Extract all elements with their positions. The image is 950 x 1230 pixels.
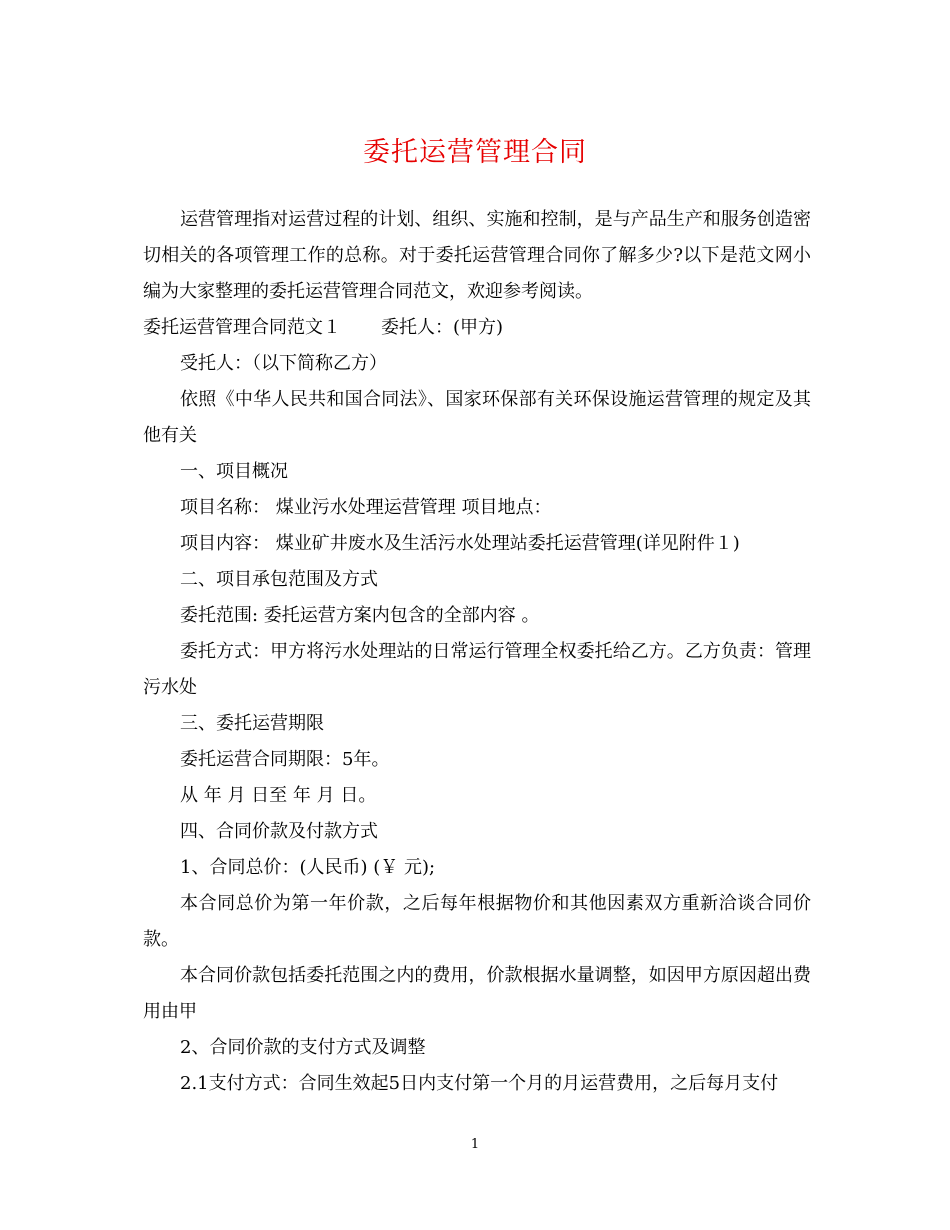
paragraph: 本合同价款包括委托范围之内的费用，价款根据水量调整，如因甲方原因超出费用由甲	[143, 965, 811, 1022]
paragraph: 2、合同价款的支付方式及调整	[180, 1037, 426, 1058]
document-title: 委托运营管理合同	[363, 137, 587, 168]
paragraph: 本合同总价为第一年价款，之后每年根据物价和其他因素双方重新洽谈合同价款。	[143, 893, 811, 950]
paragraph: 委托运营合同期限：5年。	[180, 749, 390, 770]
paragraph: 从 年 月 日至 年 月 日。	[180, 785, 377, 806]
paragraph: 一、项目概况	[180, 461, 288, 482]
intro-paragraph: 运营管理指对运营过程的计划、组织、实施和控制，是与产品生产和服务创造密切相关的各项管理工作的总称。对于委托运营管理合同你了解多少?以下是范文网小编为大家整理的委托运营管理合同范文，欢迎参考阅读。	[143, 209, 811, 302]
page-number: 1	[470, 1137, 480, 1152]
sample-heading: 委托运营管理合同范文１	[143, 317, 341, 338]
paragraph: 二、项目承包范围及方式	[180, 569, 378, 590]
paragraph: 1、合同总价：(人民币) (￥ 元);	[180, 857, 436, 878]
paragraph: 项目内容： 煤业矿井废水及生活污水处理站委托运营管理(详见附件１)	[180, 533, 740, 554]
paragraph: 三、委托运营期限	[180, 713, 324, 734]
paragraph: 委托范围: 委托运营方案内包含的全部内容 。	[180, 605, 540, 626]
paragraph: 依照《中华人民共和国合同法》、国家环保部有关环保设施运营管理的规定及其他有关	[143, 389, 811, 446]
paragraph: 委托方式：甲方将污水处理站的日常运行管理全权委托给乙方。乙方负责：管理污水处	[143, 641, 811, 698]
paragraph: 项目名称： 煤业污水处理运营管理 项目地点：	[180, 497, 552, 518]
paragraph: 2.1支付方式：合同生效起5日内支付第一个月的月运营费用，之后每月支付	[180, 1073, 779, 1094]
paragraph: 四、合同价款及付款方式	[180, 821, 378, 842]
client-label: 委托人：(甲方)	[381, 317, 504, 338]
section-heading-line	[143, 310, 811, 346]
paragraph: 受托人：（以下简称乙方）	[180, 353, 387, 374]
document-body	[143, 202, 811, 1102]
